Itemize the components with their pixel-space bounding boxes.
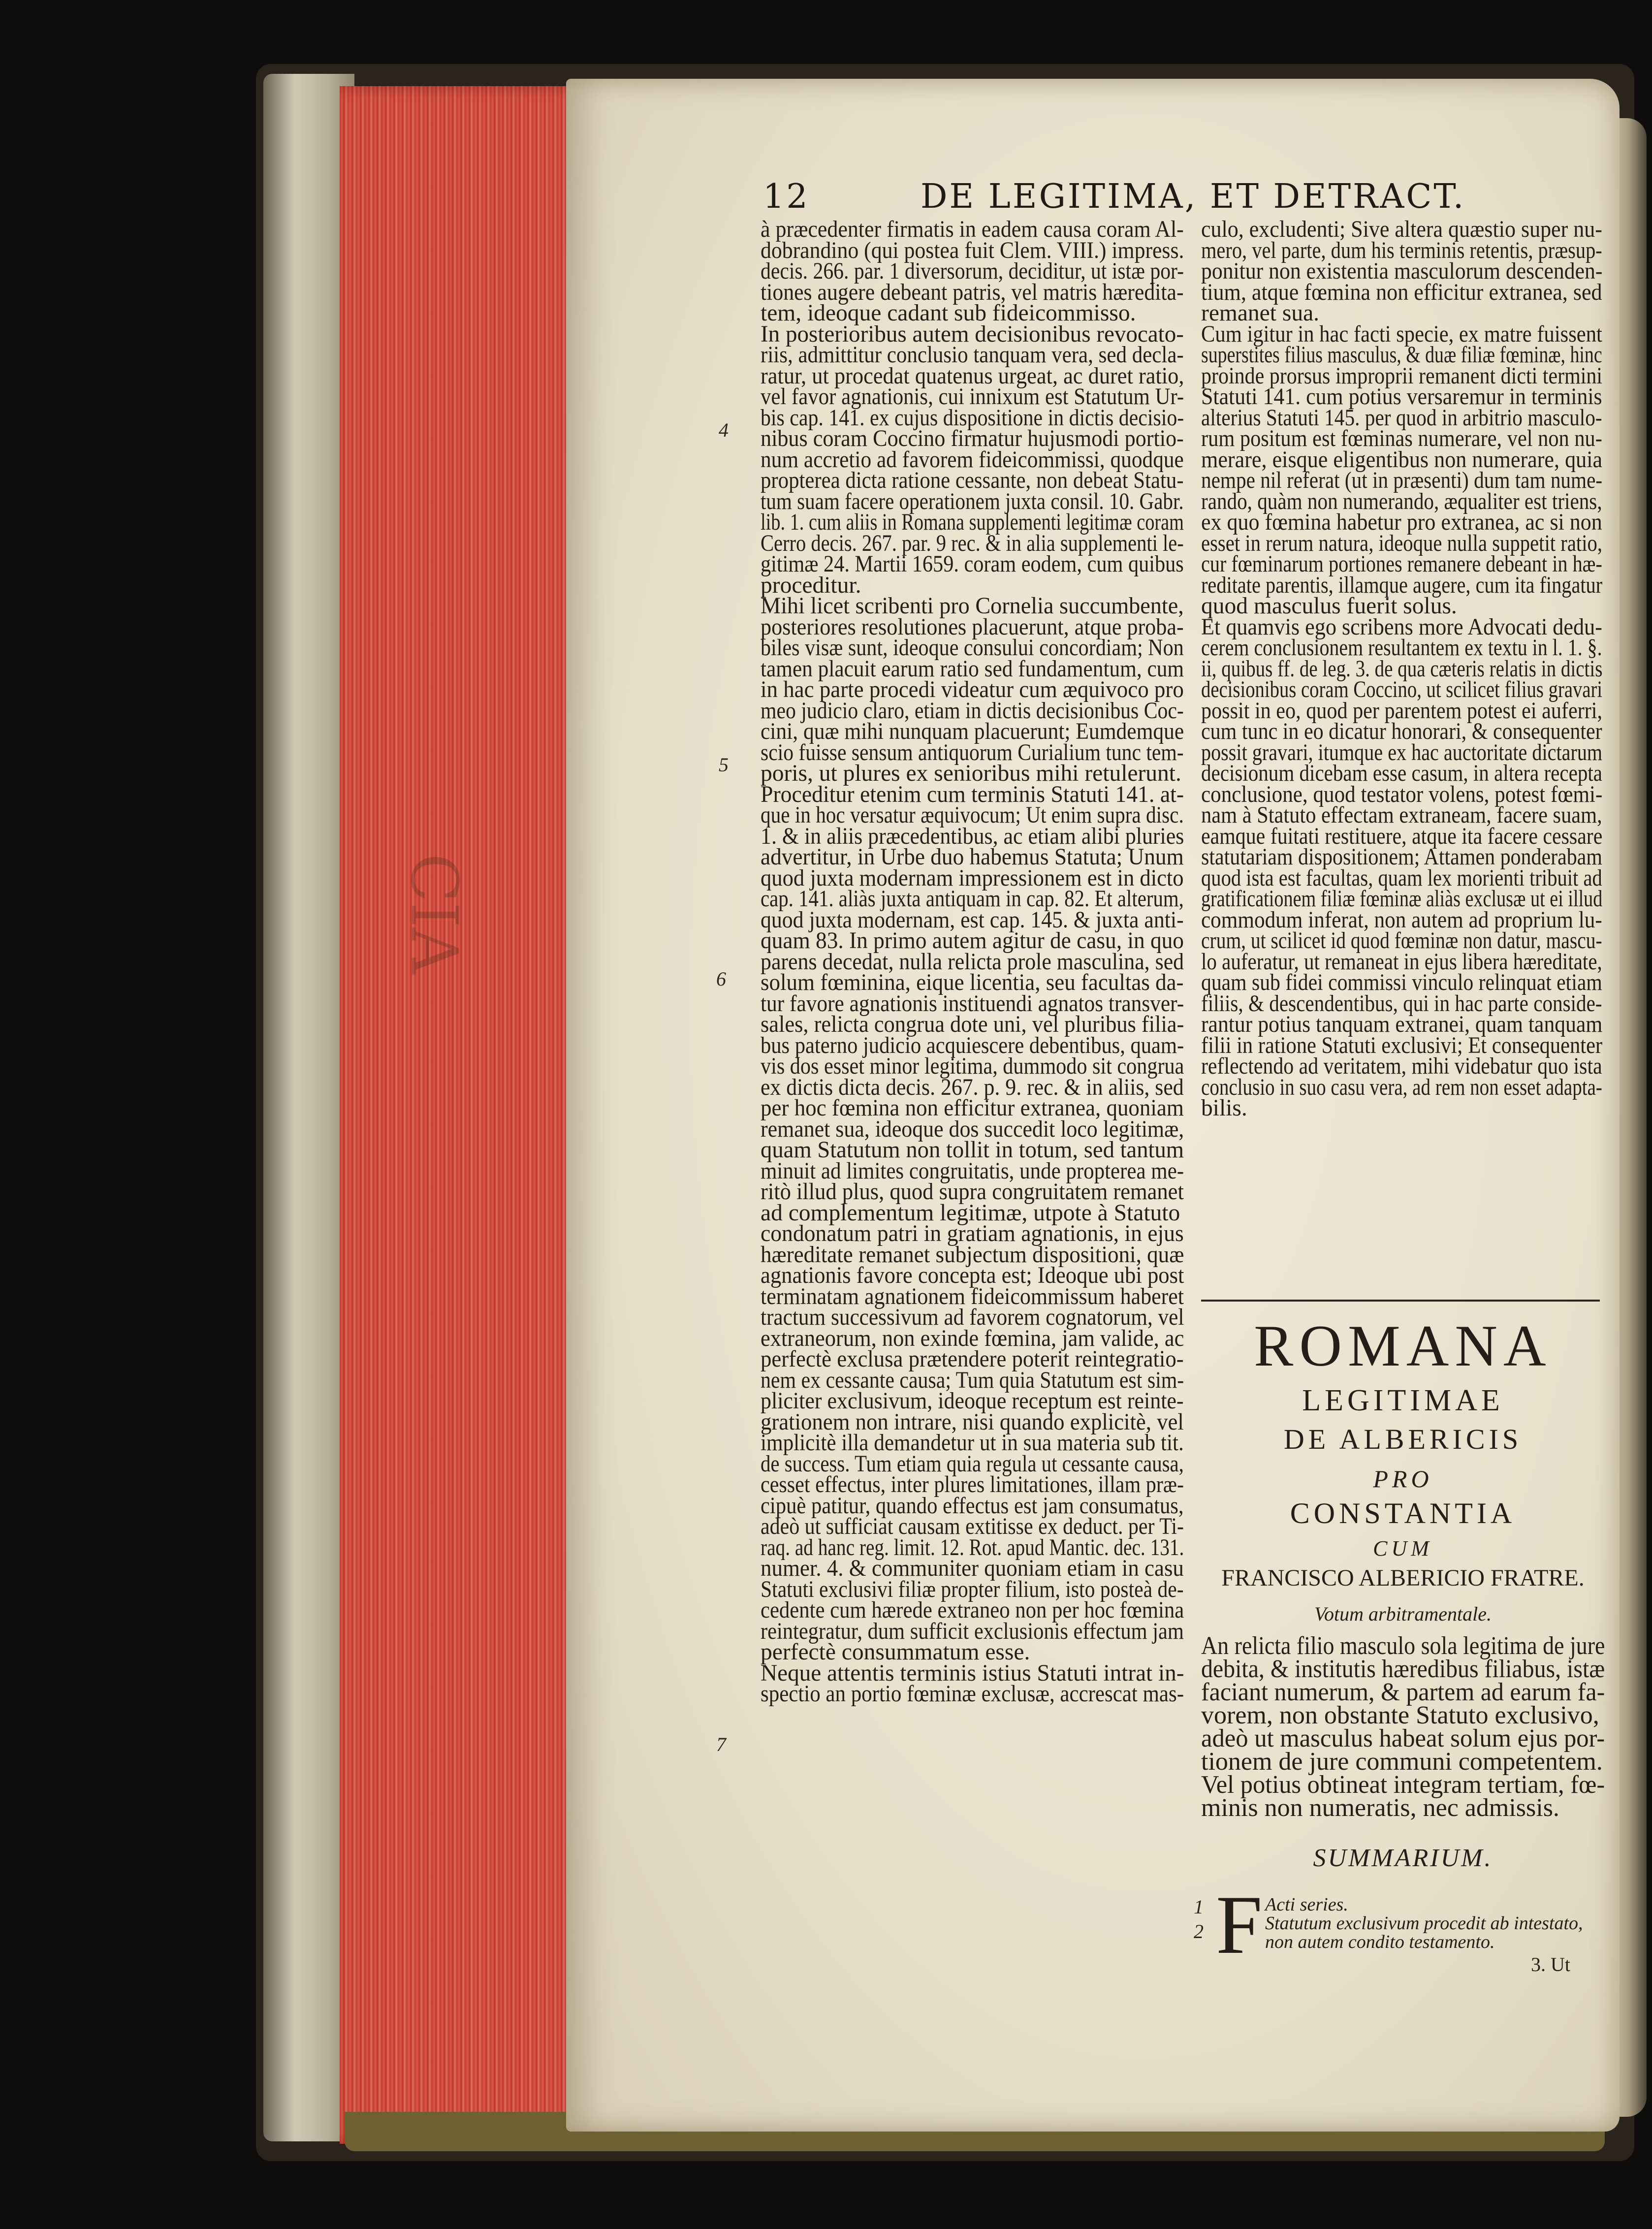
text-line: lo auferatur, ut remaneat in ejus libera hæreditate, (1201, 949, 1602, 975)
text-line: cedente cum hærede extraneo non per hoc fœmina (761, 1597, 1184, 1623)
text-line: gitimæ 24. Martii 1659. coram eodem, cum quibus (761, 551, 1184, 577)
running-title: DE LEGITIMA, ET DETRACT. (921, 177, 1466, 216)
text-line: nempe nil referat (ut in præsenti) dum tam nume- (1201, 468, 1603, 493)
text-line: perfectè exclusa prætendere poterit reintegratio- (761, 1346, 1184, 1372)
text-line: cur fœminarum portiones remanere debeant in hæ- (1201, 551, 1602, 577)
text-line: In posterioribus autem decisionibus revocato- (761, 321, 1184, 347)
catchword: 3. Ut (1531, 1953, 1570, 1975)
text-line: ad complementum legitimæ, utpote à Statuto (761, 1200, 1180, 1226)
text-line: quam Statutum non tollit in totum, sed tantum (761, 1137, 1184, 1163)
margin-number: 2 (1194, 1920, 1204, 1942)
left-text-column (761, 219, 1184, 1705)
text-line: nibus coram Coccino firmatur hujusmodi portio- (761, 426, 1184, 451)
text-line: scio fuisse sensum antiquorum Curialium tunc tem- (761, 739, 1184, 765)
text-line: tem, ideoque cadant sub fideicommisso. (761, 300, 1136, 326)
text-line: grationem non intrare, nisi quando explicitè, vel (761, 1409, 1184, 1435)
text-line: Cum igitur in hac facti specie, ex matre fuissent (1201, 321, 1602, 347)
text-line: rantur potius tanquam extranei, quam tanquam (1201, 1012, 1603, 1037)
text-line: reflectendo ad veritatem, mihi videbatur quo ista (1201, 1053, 1602, 1079)
text-line: cerem conclusionem resultantem ex textu in l. 1. §. (1201, 635, 1602, 661)
text-line: tur favore agnationis instituendi agnatos transver- (761, 990, 1184, 1017)
show-through-lettering: CIA (397, 853, 472, 974)
text-line: sales, relicta congrua dote uni, vel pluribus filia- (761, 1012, 1184, 1037)
text-line: cum tunc in eo dicatur honorari, & consequenter (1201, 719, 1602, 744)
text-line: bilis. (1201, 1095, 1247, 1121)
text-line: tamen placuit earum ratio sed fundamentum, cum (761, 656, 1184, 682)
text-line: Statuti 141. cum potius versaremur in terminis (1201, 384, 1602, 410)
text-line: tiones augere debeant patris, vel matris hæredita- (761, 279, 1184, 305)
text-line: numer. 4. & communiter quoniam etiam in casu (761, 1556, 1184, 1581)
text-line: meo judicio claro, etiam in dictis decisionibus Coc- (761, 698, 1184, 724)
text-line: 1. & in aliis præcedentibus, ac etiam alibi pluries (761, 823, 1184, 849)
title-line-constantia: CONSTANTIA (1290, 1497, 1516, 1529)
text-line: minuit ad limites congruitatis, unde propterea me- (761, 1158, 1184, 1184)
summary-item: Statutum exclusivum procedit ab intestato, (1265, 1913, 1583, 1934)
text-line: Statuti exclusivi filiæ propter filium, isto posteà de- (761, 1576, 1184, 1602)
text-line: dobrandino (qui postea fuit Clem. VIII.) impress. (761, 237, 1184, 263)
text-line: An relicta filio masculo sola legitima de jure (1201, 1632, 1605, 1660)
text-line: remanet sua, ideoque dos succedit loco legitimæ, (761, 1116, 1184, 1142)
text-line: nam à Statuto effectam extraneam, facere suam, (1201, 802, 1602, 828)
text-line: Vel potius obtineat integram tertiam, fœ- (1201, 1771, 1605, 1799)
text-line: crum, ut scilicet id quod fœminæ non datur, mascu- (1201, 928, 1602, 954)
text-line: ponitur non existentia masculorum descenden- (1201, 258, 1603, 284)
text-line: condonatum patri in gratiam agnationis, in ejus (761, 1221, 1184, 1246)
text-line: Proceditur etenim cum terminis Statuti 141. at- (761, 781, 1184, 807)
text-line: esset in rerum natura, ideoque nulla suppetit ratio, (1201, 530, 1603, 556)
text-line: vorem, non obstante Statuto exclusivo, (1201, 1701, 1599, 1729)
text-line: cap. 141. aliàs juxta antiquam in cap. 82. Et alterum, (761, 886, 1184, 912)
margin-number: 6 (716, 968, 726, 990)
text-line: quam sub fidei commissi vinculo relinquat etiam (1201, 970, 1602, 995)
page-number: 12 (763, 177, 810, 216)
title-line-votum: Votum arbitramentale. (1314, 1603, 1492, 1625)
text-line: bis cap. 141. ex cujus dispositione in dictis decisio- (761, 405, 1184, 431)
text-line: reintegratur, dum sufficit exclusionis effectum jam (761, 1618, 1184, 1644)
text-line: faciant numerum, & partem ad earum fa- (1201, 1678, 1605, 1706)
text-line: possit in eo, quod per parentem potest ei auferri, (1201, 698, 1603, 724)
text-line: rum positum est fœminas numerare, vel non nu- (1201, 426, 1602, 451)
text-line: vis dos esset minor legitima, dummodo sit congrua (761, 1053, 1184, 1079)
text-line: agnationis favore concepta est; Ideoque ubi post (761, 1263, 1184, 1288)
text-line: rando, quàm non numerando, æqualiter est triens, (1201, 488, 1602, 514)
text-line: extraneorum, non exinde fœmina, jam valide, ac (761, 1325, 1184, 1351)
section-title: ROMANA (1254, 1313, 1552, 1378)
text-line: tium, atque fœmina non efficitur extranea, sed (1201, 279, 1602, 305)
text-line: de success. Tum etiam quia regula ut cessante causa, (761, 1451, 1184, 1477)
summary-heading: SUMMARIUM. (1313, 1844, 1493, 1872)
text-line: Mihi licet scribenti pro Cornelia succumbente, (761, 593, 1184, 619)
text-line: lib. 1. cum aliis in Romana supplementi legitimæ coram (761, 509, 1184, 535)
red-page-edges (340, 86, 586, 2144)
text-line: remanet sua. (1201, 300, 1320, 326)
margin-number: 4 (719, 419, 729, 441)
text-line: filii in ratione Statuti exclusivi; Et consequenter (1201, 1032, 1603, 1058)
summary-item: non autem condito testamento. (1265, 1932, 1495, 1952)
text-line: adeò ut sufficiat causam extitisse ex deduct. per Ti- (761, 1514, 1184, 1539)
title-line-pro: PRO (1373, 1465, 1433, 1493)
title-line-cum: CUM (1373, 1536, 1433, 1560)
text-line: adeò ut masculus habeat solum ejus por- (1201, 1724, 1605, 1752)
text-line: poris, ut plures ex senioribus mihi retulerunt. (761, 761, 1181, 786)
title-line-legitimae: LEGITIMAE (1302, 1384, 1504, 1417)
text-line: num accretio ad favorem fideicommissi, quodque (761, 446, 1184, 473)
text-line: cesset effectus, inter plures limitationes, illam præ- (761, 1472, 1184, 1497)
text-line: solum fœminina, eique licentia, seu facultas da- (761, 970, 1184, 995)
question-block (1201, 1632, 1605, 1822)
text-line: debita, & institutis hæredibus filiabus, istæ (1201, 1655, 1605, 1683)
text-line: statutariam dispositionem; Attamen ponderabam (1201, 844, 1603, 870)
text-line: ii, quibus ff. de leg. 3. de qua cæteris relatis in dictis (1201, 656, 1603, 682)
text-line: commodum inferat, non autem ad proprium lu- (1201, 907, 1602, 933)
text-line: ratur, ut procedat quatenus urgeat, ac duret ratio, (761, 363, 1184, 389)
text-line: quod juxta modernam, est cap. 145. & juxta anti- (761, 907, 1184, 933)
text-line: conclusione, quod testator volens, potest fœmi- (1201, 781, 1603, 807)
text-line: decisionibus coram Coccino, ut scilicet filius gravari (1201, 677, 1603, 702)
text-line: tractum successivum ad favorem cognatorum, vel (761, 1305, 1184, 1330)
text-line: eamque fuitati restituere, atque ita facere cessare (1201, 823, 1603, 849)
text-line: ex dictis dicta decis. 267. p. 9. rec. & in aliis, sed (761, 1074, 1184, 1100)
text-line: cini, quæ mihi nunquam placuerunt; Eumdemque (761, 719, 1184, 744)
text-line: ritò illud plus, quod supra congruitatem remanet (761, 1179, 1184, 1205)
text-line: terminatam agnationem fideicommissum haberet (761, 1283, 1184, 1309)
text-line: superstites filius masculus, & duæ filiæ fœminæ, hinc (1201, 342, 1602, 368)
text-line: ex quo fœmina habetur pro extranea, ac si non (1201, 509, 1602, 535)
text-line: gratificationem filiæ fœminæ aliàs exclusæ ut ei illud (1201, 886, 1603, 912)
text-line: tionem de jure communi competentem. (1201, 1748, 1603, 1776)
text-line: advertitur, in Urbe duo habemus Statuta; Unum (761, 844, 1184, 870)
text-line: hæreditate remanet subjectum dispositioni, quæ (761, 1242, 1184, 1268)
text-line: quam 83. In primo autem agitur de casu, in quo (761, 928, 1184, 954)
drop-cap: F (1216, 1879, 1263, 1971)
title-line-francisco: FRANCISCO ALBERICIO FRATRE. (1221, 1565, 1585, 1591)
text-line: riis, admittitur conclusio tanquam vera, sed decla- (761, 342, 1184, 368)
margin-number: 7 (716, 1733, 726, 1755)
text-line: nem ex cessante causa; Tum quia Statutum est sim- (761, 1367, 1184, 1393)
text-line: in hac parte procedi videatur cum æquivoco pro (761, 677, 1184, 702)
text-line: filiis, & descendentibus, qui in hac parte conside- (1201, 990, 1602, 1017)
text-line: posteriores resolutiones placuerunt, atque proba- (761, 614, 1184, 640)
text-line: raq. ad hanc reg. limit. 12. Rot. apud Mantic. dec. 131. (761, 1534, 1184, 1560)
text-line: reditate parentis, illamque augere, cum ita fingatur (1201, 572, 1603, 598)
title-line-albericis: DE ALBERICIS (1283, 1423, 1523, 1455)
text-line: conclusio in suo casu vera, ad rem non esset adapta- (1201, 1074, 1602, 1100)
text-line: tum suam facere operationem juxta consil. 10. Gabr. (761, 488, 1184, 514)
summary-item: Acti series. (1265, 1894, 1348, 1915)
margin-number: 5 (719, 754, 729, 776)
text-line: Neque attentis terminis istius Statuti intrat in- (761, 1660, 1184, 1686)
text-line: vel favor agnationis, cui innixum est Statutum Ur- (761, 384, 1184, 410)
text-line: quod juxta modernam impressionem est in dicto (761, 865, 1184, 891)
text-line: bus paterno judicio acquiescere debentibus, quam- (761, 1032, 1184, 1058)
text-line: parens decedat, nulla relicta prole masculina, sed (761, 949, 1184, 975)
text-line: culo, excludenti; Sive altera quæstio super nu- (1201, 217, 1602, 242)
text-line: minis non numeratis, nec admissis. (1201, 1794, 1559, 1822)
text-line: quod ista est facultas, quam lex morienti tribuit ad (1201, 865, 1602, 891)
text-line: perfectè consummatum esse. (761, 1639, 1030, 1665)
text-line: per hoc fœmina non efficitur extranea, quoniam (761, 1095, 1184, 1121)
text-line: quod masculus fuerit solus. (1201, 593, 1457, 619)
text-line: Cerro decis. 267. par. 9 rec. & in alia supplementi le- (761, 530, 1184, 556)
summary-list (1265, 1895, 1583, 1951)
text-line: à præcedenter firmatis in eadem causa coram Al- (761, 217, 1184, 242)
text-line: mero, vel parte, dum his terminis retentis, præsup- (1201, 237, 1602, 263)
text-line: pliciter exclusivum, ideoque receptum est reinte- (761, 1388, 1184, 1414)
text-line: decisionum dicebam esse casum, in altera recepta (1201, 761, 1602, 786)
text-line: merare, eisque eligentibus non numerare, quia (1201, 446, 1603, 473)
text-line: biles visæ sunt, ideoque consului concordiam; Non (761, 635, 1184, 661)
text-line: proceditur. (761, 572, 861, 598)
text-line: propterea dicta ratione cessante, non debeat Statu- (761, 468, 1184, 493)
text-line: cipuè patitur, quando effectus est jam consumatus, (761, 1493, 1184, 1519)
right-text-column (1201, 219, 1602, 1119)
margin-number: 1 (1194, 1896, 1204, 1918)
text-line: spectio an portio fœminæ exclusæ, accrescat mas- (761, 1681, 1184, 1707)
text-line: proinde prorsus improprii remanent dicti termini (1201, 363, 1603, 389)
text-line: alterius Statuti 145. per quod in arbitrio masculo- (1201, 405, 1602, 431)
text-line: decis. 266. par. 1 diversorum, deciditur, ut istæ por- (761, 258, 1184, 284)
text-line: possit gravari, itumque ex hac auctoritate dictarum (1201, 739, 1603, 765)
text-line: implicitè illa demandetur ut in sua materia sub tit. (761, 1430, 1184, 1456)
text-line: Et quamvis ego scribens more Advocati dedu- (1201, 614, 1602, 640)
text-line: que in hoc versatur æquivocum; Ut enim supra disc. (761, 802, 1184, 828)
section-rule (1201, 1300, 1600, 1302)
